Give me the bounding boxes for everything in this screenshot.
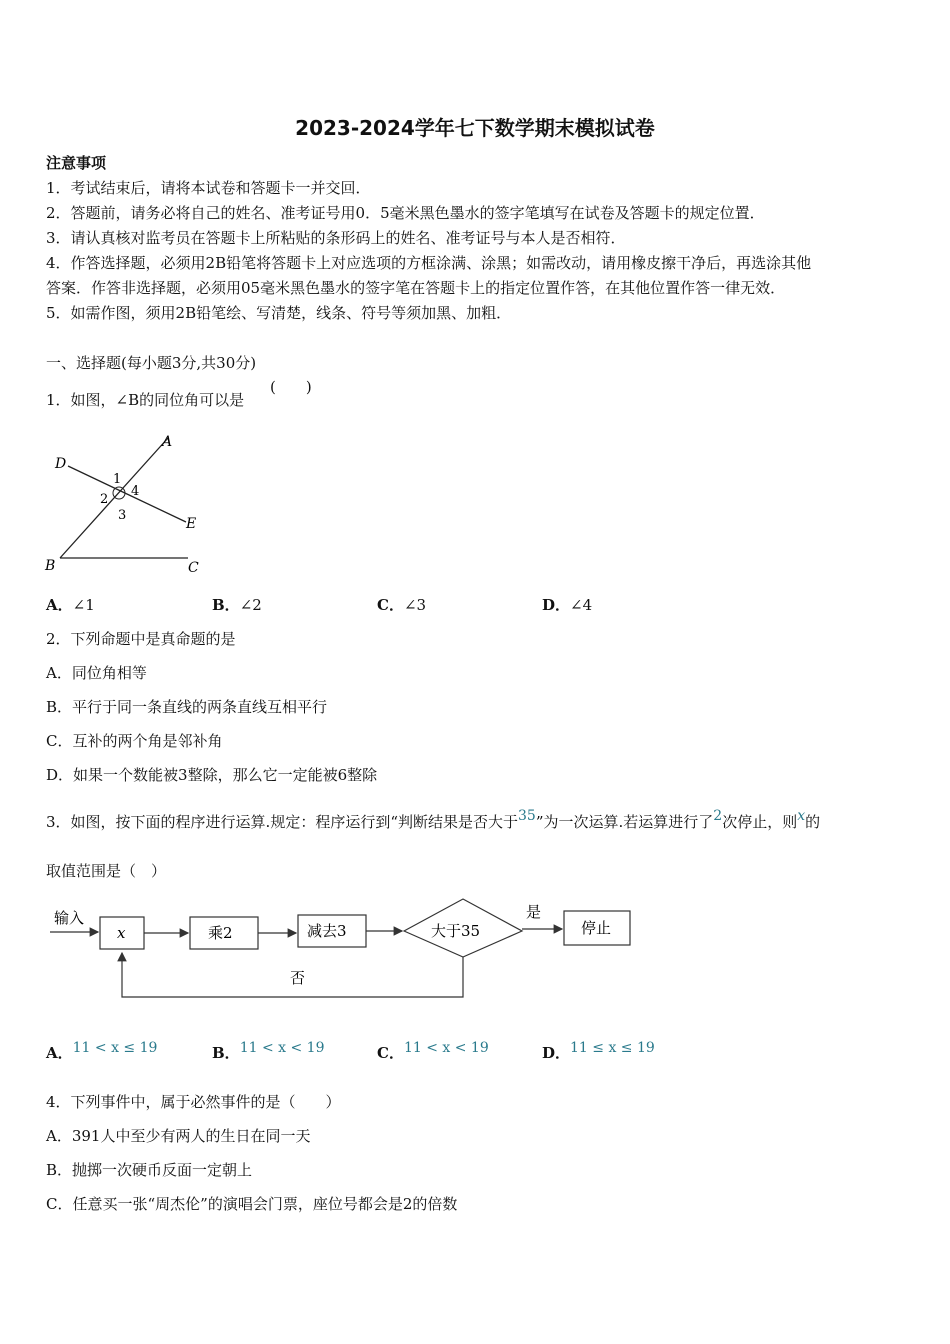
q3-option-a[interactable]: A．11 < x ≤ 19 — [46, 1040, 158, 1062]
q1-angle-figure — [40, 428, 220, 580]
label-D: D — [55, 456, 67, 472]
q2-stem: 2．下列命题中是真命题的是 — [46, 630, 236, 648]
flow-input-label: 输入 — [54, 909, 85, 927]
q1-option-c[interactable]: C．∠3 — [377, 596, 427, 614]
q1-answer-paren: ( ) — [270, 378, 312, 396]
q3-stem-2: 取值范围是（ ） — [46, 862, 167, 880]
flow-cond-text: 大于35 — [431, 922, 481, 940]
q4-option-c[interactable]: C．任意买一张“周杰伦”的演唱会门票，座位号都会是2的倍数 — [46, 1195, 458, 1213]
q1-option-d[interactable]: D．∠4 — [542, 596, 593, 614]
notice-item: 1．考试结束后，请将本试卷和答题卡一并交回． — [46, 179, 371, 197]
q3-flowchart — [40, 893, 640, 1005]
q2-option-d[interactable]: D．如果一个数能被3整除，那么它一定能被6整除 — [46, 766, 378, 784]
flow-no-label: 否 — [290, 969, 306, 987]
section-heading: 一、选择题(每小题3分,共30分) — [46, 354, 257, 372]
notice-heading: 注意事项 — [46, 154, 107, 172]
flow-mul-text: 乘2 — [208, 924, 233, 942]
q2-option-b[interactable]: B．平行于同一条直线的两条直线互相平行 — [46, 698, 328, 716]
q2-option-a[interactable]: A．同位角相等 — [46, 664, 147, 682]
flow-sub-text: 减去3 — [307, 922, 347, 940]
q3-var-x: x — [797, 808, 806, 824]
flow-x-text: x — [117, 924, 126, 942]
exam-title: 2023-2024学年七下数学期末模拟试卷 — [295, 116, 655, 140]
notice-item: 4．作答选择题，必须用2B铅笔将答题卡上对应选项的方框涂满、涂黑；如需改动，请用橡皮擦干净后，再选涂其他 — [46, 254, 812, 272]
q3-option-b[interactable]: B．11 < x < 19 — [212, 1040, 325, 1062]
notice-item: 2．答题前，请务必将自己的姓名、准考证号用0．5毫米黑色墨水的签字笔填写在试卷及答题卡的规定位置． — [46, 204, 765, 222]
q4-option-b[interactable]: B．抛掷一次硬币反面一定朝上 — [46, 1161, 253, 1179]
flow-yes-label: 是 — [526, 903, 542, 921]
notice-item: 3．请认真核对监考员在答题卡上所粘贴的条形码上的姓名、准考证号与本人是否相符． — [46, 229, 626, 247]
q1-option-b[interactable]: B．∠2 — [212, 596, 262, 614]
q4-stem: 4．下列事件中，属于必然事件的是（ ） — [46, 1093, 341, 1111]
notice-item: 答案．作答非选择题，必须用05毫米黑色墨水的签字笔在答题卡上的指定位置作答，在其他位置作答一律无效． — [46, 279, 786, 297]
label-B: B — [45, 558, 56, 574]
q3-stem: 3．如图，按下面的程序进行运算.规定：程序运行到“判断结果是否大于35”为一次运算.若运算进行了2次停止，则x的 — [46, 808, 821, 831]
q3-num-2: 2 — [713, 808, 723, 824]
q3-option-c[interactable]: C．11 < x < 19 — [377, 1040, 489, 1062]
q4-option-a[interactable]: A．391人中至少有两人的生日在同一天 — [46, 1127, 311, 1145]
q2-option-c[interactable]: C．互补的两个角是邻补角 — [46, 732, 223, 750]
label-E: E — [186, 516, 197, 532]
label-angle-2: 2 — [100, 492, 109, 507]
q1-stem: 1．如图，∠B的同位角可以是 — [46, 391, 245, 409]
line-DE — [68, 466, 186, 522]
q3-num-35: 35 — [517, 808, 536, 824]
line-BA — [60, 438, 168, 558]
q3-option-d[interactable]: D．11 ≤ x ≤ 19 — [542, 1040, 655, 1062]
label-angle-4: 4 — [131, 484, 140, 499]
q1-option-a[interactable]: A．∠1 — [46, 596, 95, 614]
label-angle-3: 3 — [118, 508, 127, 523]
label-A: A — [162, 434, 173, 450]
label-C: C — [188, 560, 199, 576]
label-angle-1: 1 — [113, 472, 122, 487]
notice-item: 5．如需作图，须用2B铅笔绘、写清楚，线条、符号等须加黑、加粗． — [46, 304, 512, 322]
flow-stop-text: 停止 — [581, 919, 612, 937]
